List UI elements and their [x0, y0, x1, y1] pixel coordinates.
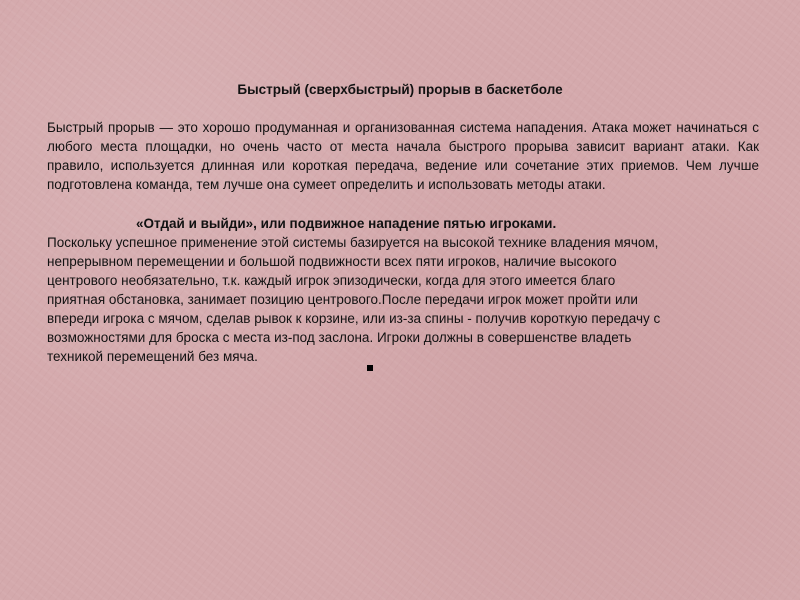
bullet-square	[367, 365, 373, 371]
body-line: возможностями для броска с места из-под заслона. Игроки должны в совершенстве владеть	[47, 330, 632, 345]
body-line: впереди игрока с мячом, сделав рывок к корзине, или из-за спины - получив короткую передачу с	[47, 311, 661, 326]
body-line: приятная обстановка, занимает позицию центрового.После передачи игрок может пройти или	[47, 292, 638, 307]
section-subtitle: «Отдай и выйди», или подвижное нападение пятью игроками.	[136, 216, 557, 231]
body-paragraph	[47, 233, 759, 366]
body-line: техникой перемещений без мяча.	[47, 349, 258, 364]
intro-paragraph: Быстрый прорыв — это хорошо продуманная и организованная система нападения. Атака может начинаться с любого места площадки, но очень часто от места начала быстрого прорыва зависит вариант атаки. Как правило, используется длинная или короткая передача, ведение или сочетание этих приемов. Чем лучше подготовлена команда, тем лучше она сумеет определить и использовать методы атаки.	[47, 120, 759, 192]
body-line: непрерывном перемещении и большой подвижности всех пяти игроков, наличие высокого	[47, 254, 617, 269]
body-line: центрового необязательно, т.к. каждый игрок эпизодически, когда для этого имеется благо	[47, 273, 616, 288]
slide-title: Быстрый (сверхбыстрый) прорыв в баскетболе	[237, 82, 563, 97]
body-line: Поскольку успешное применение этой системы базируется на высокой технике владения мячом,	[47, 235, 659, 250]
